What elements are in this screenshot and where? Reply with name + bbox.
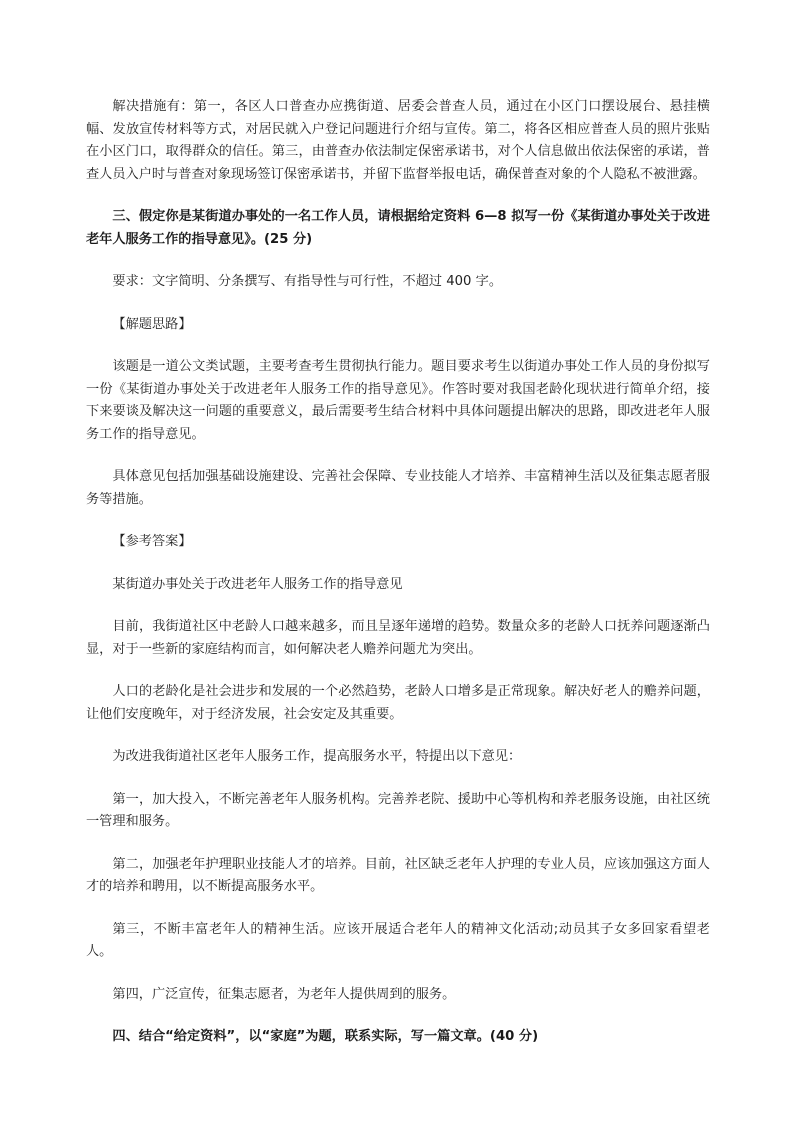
answer-point-1: 第一，加大投入，不断完善老年人服务机构。完善养老院、援助中心等机构和养老服务设施，由社区统一管理和服务。	[86, 791, 710, 829]
reference-answer-label: 【参考答案】	[112, 534, 192, 549]
analysis-label: 【解题思路】	[112, 316, 192, 332]
answer-paragraph-significance: 人口的老龄化是社会进步和发展的一个必然趋势，老龄人口增多是正常现象。解决好老人的赡养问题，让他们安度晚年，对于经济发展，社会安定及其重要。	[86, 684, 710, 722]
answer-paragraph-intro: 为改进我街道社区老年人服务工作，提高服务水平，特提出以下意见：	[112, 749, 522, 764]
answer-point-2: 第二，加强老年护理职业技能人才的培养。目前，社区缺乏老年人护理的专业人员，应该加强这方面人才的培养和聘用，以不断提高服务水平。	[86, 856, 710, 894]
answer-point-4: 第四，广泛宣传，征集志愿者，为老年人提供周到的服务。	[112, 986, 456, 1002]
solution-measures-paragraph: 解决措施有：第一，各区人口普查办应携街道、居委会普查人员，通过在小区门口摆设展台、悬挂横幅、发放宣传材料等方式，对居民就入户登记问题进行介绍与宣传。第二，将各区相应普查人员的照片张贴在小区门口，取得群众的信任。第三，由普查办依法制定保密承诺书，对个人信息做出依法保密的承诺，普查人员入户时与普查对象现场签订保密承诺书，并留下监督举报电话，确保普查对象的个人隐私不被泄露。	[86, 99, 710, 182]
answer-paragraph-current-situation: 目前，我街道社区中老龄人口越来越多，而且呈逐年递增的趋势。数量众多的老龄人口抚养问题逐渐凸显，对于一些新的家庭结构而言，如何解决老人赡养问题尤为突出。	[86, 619, 710, 657]
answer-point-3: 第三，不断丰富老年人的精神生活。应该开展适合老年人的精神文化活动;动员其子女多回家看望老人。	[86, 921, 710, 959]
analysis-paragraph-1: 该题是一道公文类试题，主要考查考生贯彻执行能力。题目要求考生以街道办事处工作人员的身份拟写一份《某街道办事处关于改进老年人服务工作的指导意见》。作答时要对我国老龄化现状进行简单介绍，接下来要谈及解决这一问题的重要意义，最后需要考生结合材料中具体问题提出解决的思路，即改进老年人服务工作的指导意见。	[86, 359, 710, 442]
document-body	[86, 96, 710, 1069]
question-three-heading: 三、假定你是某街道办事处的一名工作人员，请根据给定资料 6—8 拟写一份《某街道办事处关于改进老年人服务工作的指导意见》。(25 分)	[86, 209, 710, 247]
question-four-heading: 四、结合“给定资料”，以“家庭”为题，联系实际，写一篇文章。(40 分)	[112, 1029, 539, 1044]
requirements-paragraph: 要求：文字简明、分条撰写、有指导性与可行性，不超过 400 字。	[112, 274, 503, 289]
analysis-paragraph-2: 具体意见包括加强基础设施建设、完善社会保障、专业技能人才培养、丰富精神生活以及征集志愿者服务等措施。	[86, 469, 710, 507]
answer-title: 某街道办事处关于改进老年人服务工作的指导意见	[112, 576, 403, 592]
